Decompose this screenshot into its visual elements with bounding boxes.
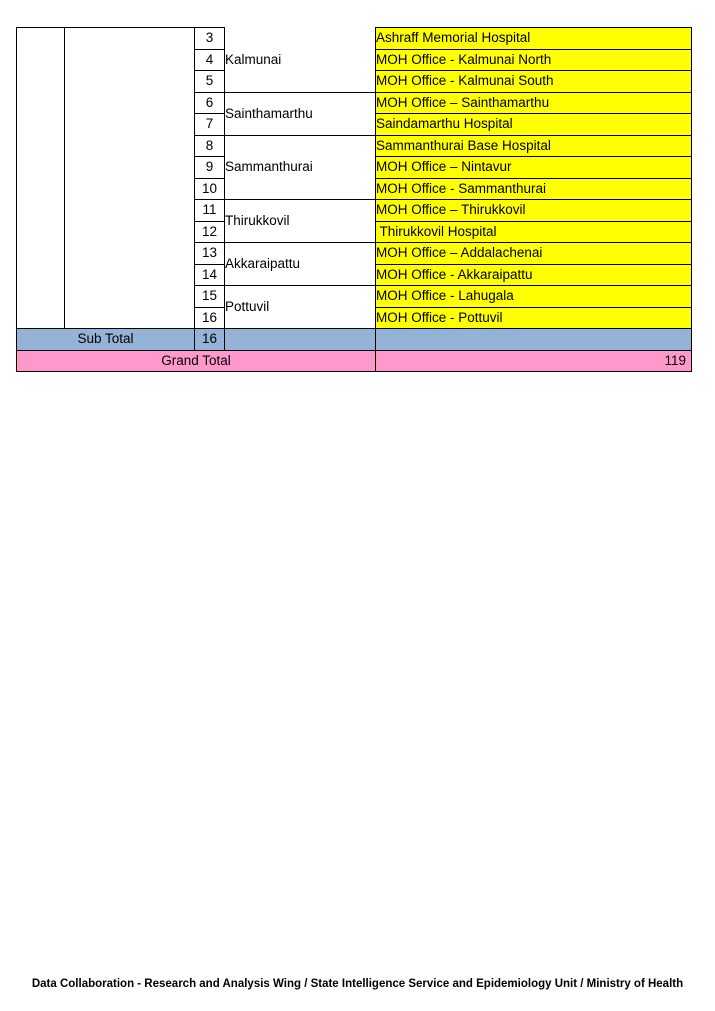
row-number: 6 bbox=[195, 92, 225, 114]
province-cell bbox=[17, 28, 65, 329]
institution-cell: MOH Office – Nintavur bbox=[376, 157, 692, 179]
row-number: 7 bbox=[195, 114, 225, 136]
area-cell-kalmunai: Kalmunai bbox=[225, 28, 376, 93]
area-cell-sammanthurai: Sammanthurai bbox=[225, 135, 376, 200]
institution-cell: MOH Office - Lahugala bbox=[376, 286, 692, 308]
grandtotal-row bbox=[17, 350, 692, 372]
row-number: 12 bbox=[195, 221, 225, 243]
row-number: 5 bbox=[195, 71, 225, 93]
subtotal-empty-cell bbox=[376, 329, 692, 351]
table-row bbox=[17, 28, 692, 50]
row-number: 9 bbox=[195, 157, 225, 179]
page-footer: Data Collaboration - Research and Analysis Wing / State Intelligence Service and Epidemiology Unit / Ministry of Health bbox=[31, 978, 684, 990]
row-number: 13 bbox=[195, 243, 225, 265]
institution-cell: MOH Office - Akkaraipattu bbox=[376, 264, 692, 286]
grandtotal-value: 119 bbox=[376, 350, 692, 372]
subtotal-value: 16 bbox=[195, 329, 225, 351]
area-cell-sainthamarthu: Sainthamarthu bbox=[225, 92, 376, 135]
row-number: 8 bbox=[195, 135, 225, 157]
institution-cell: Saindamarthu Hospital bbox=[376, 114, 692, 136]
institution-cell: Sammanthurai Base Hospital bbox=[376, 135, 692, 157]
row-number: 10 bbox=[195, 178, 225, 200]
institution-cell: MOH Office - Kalmunai South bbox=[376, 71, 692, 93]
row-number: 16 bbox=[195, 307, 225, 329]
row-number: 11 bbox=[195, 200, 225, 222]
area-cell-thirukkovil: Thirukkovil bbox=[225, 200, 376, 243]
row-number: 14 bbox=[195, 264, 225, 286]
area-cell-pottuvil: Pottuvil bbox=[225, 286, 376, 329]
institution-cell: MOH Office – Addalachenai bbox=[376, 243, 692, 265]
institution-cell: MOH Office – Thirukkovil bbox=[376, 200, 692, 222]
institution-cell: MOH Office - Kalmunai North bbox=[376, 49, 692, 71]
institution-cell: MOH Office – Sainthamarthu bbox=[376, 92, 692, 114]
institution-cell: MOH Office - Sammanthurai bbox=[376, 178, 692, 200]
subtotal-label: Sub Total bbox=[17, 329, 195, 351]
institution-table bbox=[16, 27, 692, 372]
grandtotal-label: Grand Total bbox=[17, 350, 376, 372]
subtotal-row bbox=[17, 329, 692, 351]
institution-cell: Ashraff Memorial Hospital bbox=[376, 28, 692, 50]
area-cell-akkaraipattu: Akkaraipattu bbox=[225, 243, 376, 286]
row-number: 15 bbox=[195, 286, 225, 308]
subtotal-empty-cell bbox=[225, 329, 376, 351]
row-number: 4 bbox=[195, 49, 225, 71]
institution-cell: MOH Office - Pottuvil bbox=[376, 307, 692, 329]
row-number: 3 bbox=[195, 28, 225, 50]
district-cell bbox=[65, 28, 195, 329]
institution-cell: Thirukkovil Hospital bbox=[376, 221, 692, 243]
